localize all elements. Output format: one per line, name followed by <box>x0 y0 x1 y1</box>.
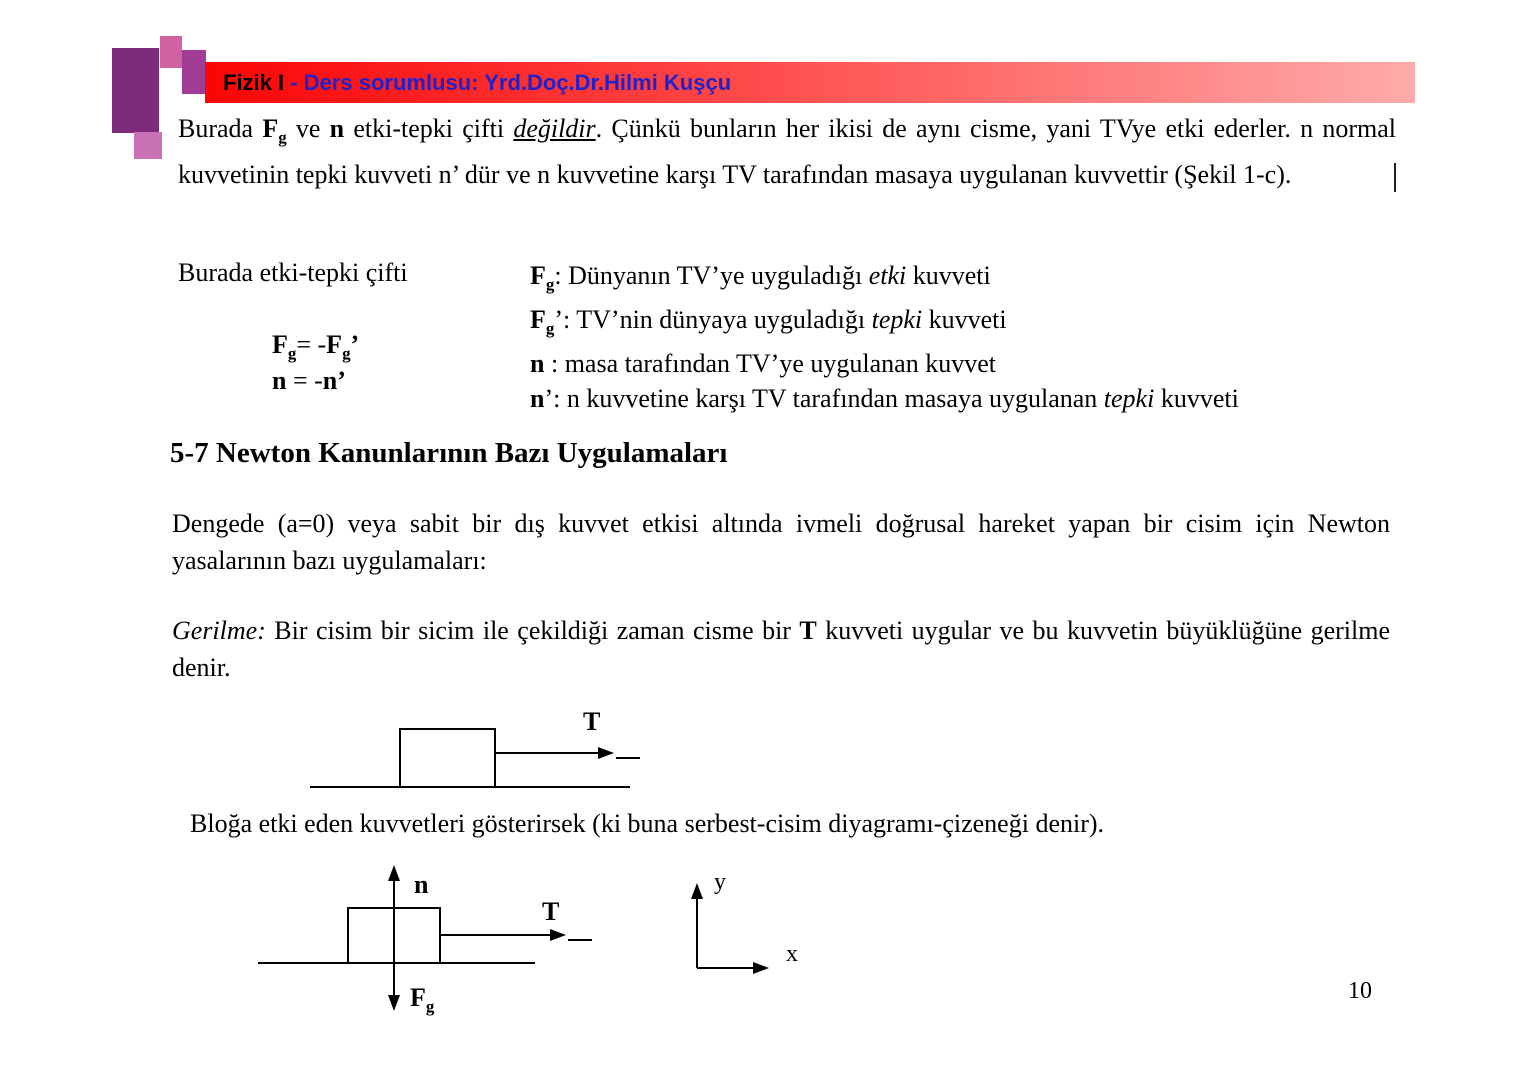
decor-square-medium <box>182 50 206 94</box>
force-definition-row: n’: n kuvvetine karşı TV tarafından masaya uygulanan tepki kuvveti <box>530 384 1239 414</box>
header-bar <box>205 62 1415 103</box>
tension-arrow <box>495 747 640 759</box>
block-tension-diagram <box>300 705 660 800</box>
instructor-name: - Ders sorumlusu: Yrd.Doç.Dr.Hilmi Kuşçu <box>284 69 732 95</box>
force-definitions <box>530 258 1239 416</box>
force-equation-2: n = -n’ <box>272 366 346 395</box>
x-axis-arrow <box>697 962 769 974</box>
course-title: Fizik I <box>223 69 285 95</box>
reaction-pair-intro: Burada etki-tepki çifti <box>178 258 408 287</box>
tension-label: T <box>542 897 560 926</box>
decor-square-dark <box>112 48 159 133</box>
section-heading: 5-7 Newton Kanunlarının Bazı Uygulamaları <box>170 437 728 469</box>
free-body-diagram <box>250 855 830 1030</box>
tension-arrow <box>440 929 592 941</box>
force-definition-row: $F_g$: Dünyanın TV’ye uyguladığı etki kuvveti <box>530 261 991 295</box>
coordinate-axes <box>691 883 769 974</box>
force-definition-row: $F_g$’: TV’nin dünyaya uyguladığı tepki kuvveti <box>530 305 1007 339</box>
intro-paragraph: Burada $F_g$ ve n etki-tepki çifti değildir. Çünkü bunların her ikisi de aynı cisme, yani TVye etki ederler. n normal kuvvetinin tepki kuvveti n’ dür ve n kuvvetine karşı TV tarafından masaya uygulanan kuvvettir (Şekil 1-c). <box>178 114 1396 190</box>
normal-arrow <box>388 865 400 973</box>
tension-paragraph: Gerilme: Bir cisim bir sicim ile çekildiği zaman cisme bir T kuvveti uygular ve bu kuvvetin büyüklüğüne gerilme denir. <box>172 616 1390 682</box>
y-axis-arrow <box>691 883 703 968</box>
block-tension-svg <box>300 705 660 800</box>
free-body-paragraph: Bloğa etki eden kuvvetleri gösterirsek (ki buna serbest-cisim diyagramı-çizeneği denir). <box>190 809 1105 838</box>
equilibrium-paragraph: Dengede (a=0) veya sabit bir dış kuvvet etkisi altında ivmeli doğrusal hareket yapan bir cisim için Newton yasalarının bazı uygulamaları: <box>172 509 1390 575</box>
page-number: 10 <box>1348 978 1372 1004</box>
y-axis-label: y <box>714 869 726 895</box>
force-definition-row: n : masa tarafından TV’ye uygulanan kuvvet <box>530 349 996 379</box>
weight-arrow <box>388 963 400 1011</box>
decor-square-pink <box>160 36 182 68</box>
tension-label: T <box>583 707 601 736</box>
free-body-svg <box>250 855 830 1030</box>
force-equation-1: $F_g= -F_g$’ <box>272 330 360 364</box>
x-axis-label: x <box>786 941 798 967</box>
decor-square-light <box>134 132 162 159</box>
block-rect <box>400 729 495 787</box>
normal-label: n <box>414 870 429 899</box>
weight-label: $F_g$ <box>410 983 435 1017</box>
